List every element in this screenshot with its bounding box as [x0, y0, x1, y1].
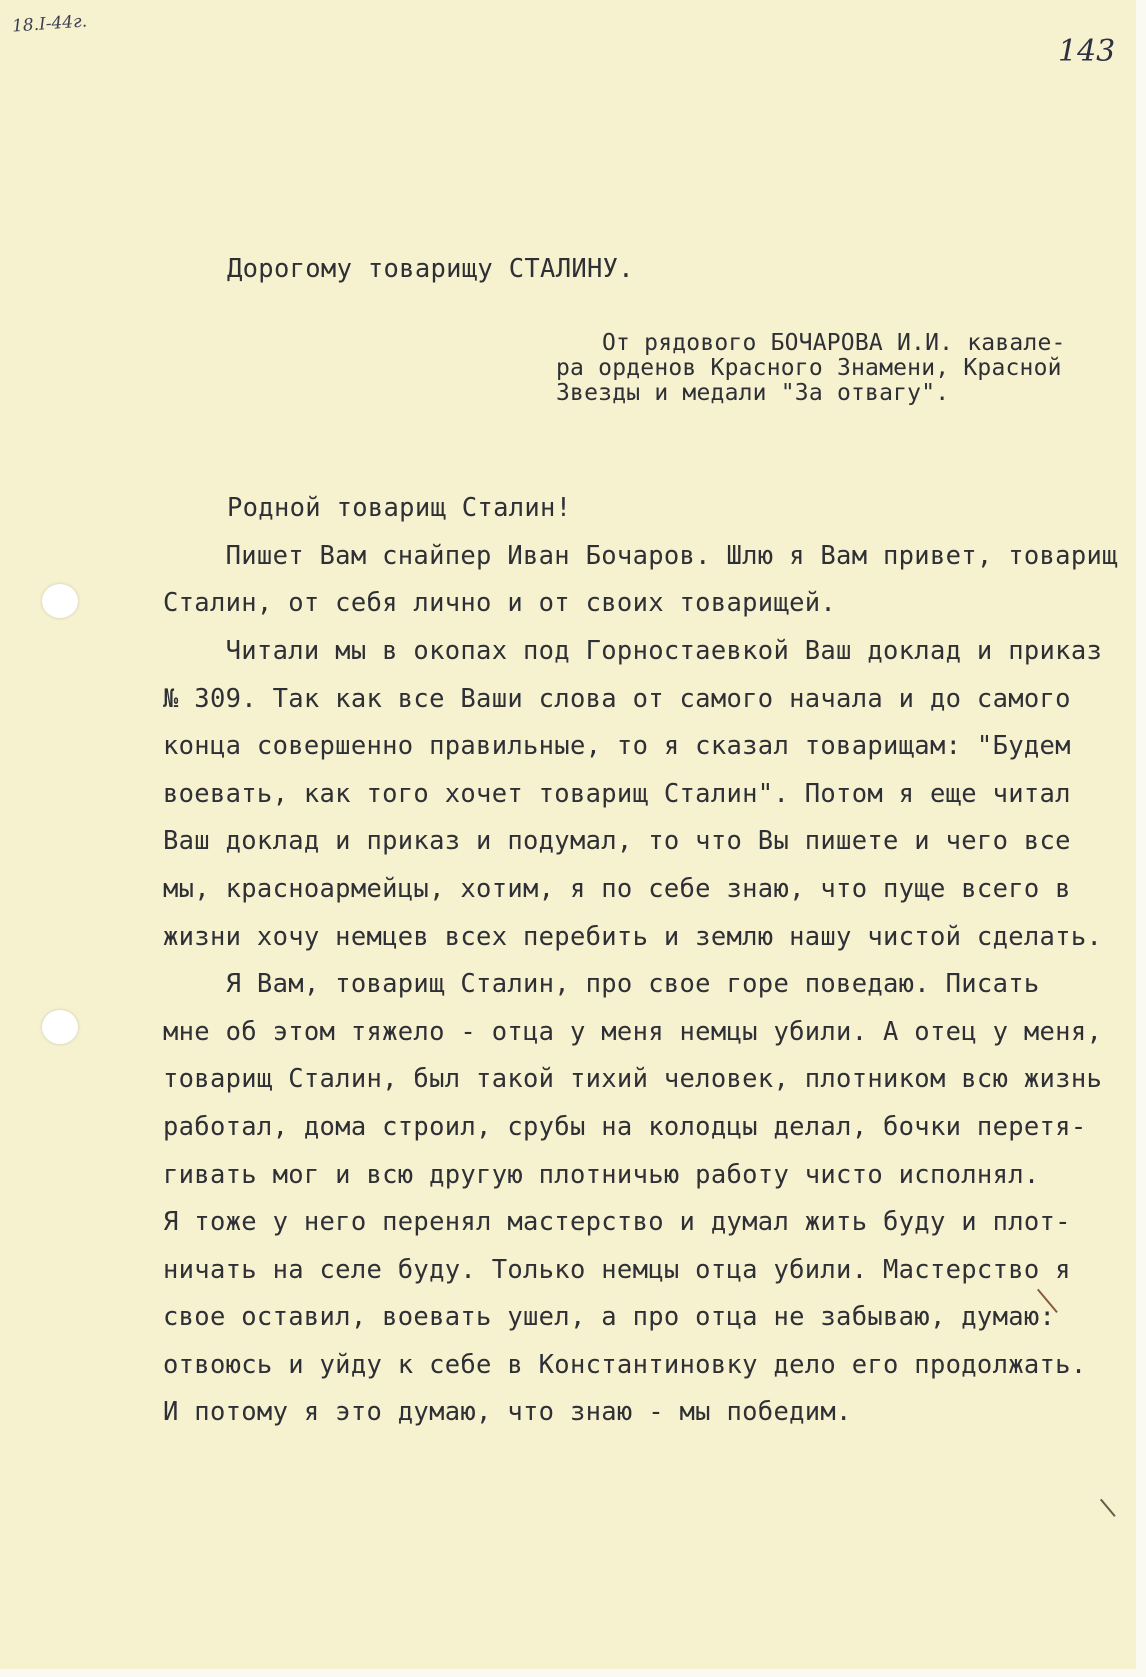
body-line: Я Вам, товарищ Сталин, про свое горе поведаю. Писать [163, 969, 1040, 999]
body-line: отвоюсь и уйду к себе в Константиновку дело его продолжать. [163, 1350, 1087, 1380]
body-line: жизни хочу немцев всех перебить и землю нашу чистой сделать. [163, 922, 1103, 952]
body-line: товарищ Сталин, был такой тихий человек, плотником всю жизнь [163, 1064, 1103, 1094]
margin-mark [1100, 1499, 1116, 1517]
punch-hole-top [42, 584, 78, 618]
greeting-line: Родной товарищ Сталин! [227, 493, 572, 523]
body-line: конца совершенно правильные, то я сказал товарищам: "Будем [163, 731, 1071, 761]
sender-line: Звезды и медали "За отвагу". [556, 380, 950, 406]
body-line: № 309. Так как все Ваши слова от самого начала и до самого [163, 684, 1071, 714]
body-line: И потому я это думаю, что знаю - мы победим. [163, 1397, 852, 1427]
body-line: Я тоже у него перенял мастерство и думал жить буду и плот- [163, 1207, 1071, 1237]
body-line: работал, дома строил, срубы на колодцы делал, бочки перетя- [163, 1112, 1087, 1142]
punch-hole-bottom [42, 1010, 78, 1044]
body-line: Пишет Вам снайпер Иван Бочаров. Шлю я Вам привет, товарищ [163, 541, 1118, 571]
addressee-line: Дорогому товарищу СТАЛИНУ. [227, 254, 634, 284]
body-line: мы, красноармейцы, хотим, я по себе знаю, что пуще всего в [163, 874, 1071, 904]
archive-date-note: 18.I-44г. [11, 11, 88, 37]
sender-line: ра орденов Красного Знамени, Красной [556, 355, 1062, 381]
body-line: ничать на селе буду. Только немцы отца убили. Мастерство я [163, 1255, 1071, 1285]
body-line: гивать мог и всю другую плотничью работу чисто исполнял. [163, 1160, 1040, 1190]
body-line: Читали мы в окопах под Горностаевкой Ваш доклад и приказ [163, 636, 1103, 666]
sender-line: От рядового БОЧАРОВА И.И. кавале- [602, 330, 1066, 356]
body-line: воевать, как того хочет товарищ Сталин". Потом я еще читал [163, 779, 1071, 809]
page-number: 143 [1058, 34, 1116, 69]
body-line: Сталин, от себя лично и от своих товарищей. [163, 588, 837, 618]
body-line: мне об этом тяжело - отца у меня немцы убили. А отец у меня, [163, 1017, 1103, 1047]
body-line: свое оставил, воевать ушел, а про отца не забываю, думаю: [163, 1302, 1056, 1332]
body-line: Ваш доклад и приказ и подумал, то что Вы пишете и чего все [163, 826, 1071, 856]
